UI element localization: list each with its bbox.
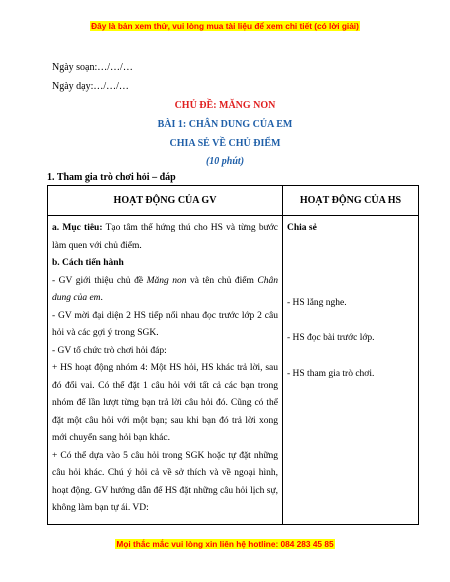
hotline-text: Mọi thắc mắc vui lòng xin liên hệ hotline: 084 283 45 85 xyxy=(116,539,334,549)
top-banner xyxy=(0,21,450,31)
ngay-day: Ngày dạy:…/…/… xyxy=(52,81,129,92)
hs-response-1: - HS lắng nghe. xyxy=(287,297,347,308)
chu-diem-subtitle: CHIA SẺ VỀ CHỦ ĐIỂM xyxy=(169,138,281,149)
muc-tieu-label: a. Mục tiêu: xyxy=(52,223,103,233)
gv-step-1-a: - GV giới thiệu chủ đề xyxy=(52,275,147,286)
chu-de-title: CHỦ ĐỀ: MĂNG NON xyxy=(174,100,276,111)
header-hs: HOẠT ĐỘNG CỦA HS xyxy=(283,186,419,216)
gv-step-1-c: và tên chủ điểm xyxy=(186,275,258,286)
table-header-row xyxy=(48,186,419,216)
gv-step-2: - GV mời đại diện 2 HS tiếp nối nhau đọc trước lớp 2 câu hỏi và các gợi ý trong SGK. xyxy=(52,310,278,338)
activities-table xyxy=(47,185,419,525)
bai-title: BÀI 1: CHÂN DUNG CỦA EM xyxy=(157,119,293,130)
hs-response-2: - HS đọc bài trước lớp. xyxy=(287,333,375,343)
section-heading: 1. Tham gia trò chơi hỏi – đáp xyxy=(47,172,176,183)
cach-tien-hanh: b. Cách tiến hành xyxy=(52,258,124,268)
gv-step-1 xyxy=(52,273,278,308)
header-gv: HOẠT ĐỘNG CỦA GV xyxy=(48,186,283,216)
top-banner-text: Đây là bản xem thử, vui lòng mua tài liệu để xem chi tiết (có lời giải) xyxy=(91,21,359,31)
bottom-banner xyxy=(0,539,450,549)
gv-step-1-theme: Chân dung của em xyxy=(52,275,278,303)
gv-step-5: + Có thể dựa vào 5 câu hỏi trong SGK hoặc tự đặt những câu hỏi khác. Chú ý hỏi cả về sở thích và về ngoại hình, hoạt động. GV hướng dẫn để HS đặt những câu hỏi lịch sự, không làm bạn tự ái. VD: xyxy=(52,450,278,513)
chia-se-label: Chia sẻ xyxy=(287,223,317,233)
gv-step-3: - GV tổ chức trò chơi hỏi đáp: xyxy=(52,345,167,356)
gv-cell xyxy=(48,216,283,525)
gv-step-4: + HS hoạt động nhóm 4: Một HS hỏi, HS khác trả lời, sau đó đổi vai. Có thể đặt 1 câu hỏi với tất cả các bạn trong nhóm để lần lượt từng bạn trả lời câu hỏi đó. Cũng có thể đặt một câu hỏi với một bạn; sau khi bạn đó trả lời xong mới chuyển sang hỏi bạn khác. xyxy=(52,363,278,443)
duration-label: (10 phút) xyxy=(205,156,245,167)
gv-step-1-e: . xyxy=(100,293,103,303)
table-row xyxy=(48,216,419,525)
hs-cell xyxy=(283,216,419,525)
ngay-soan: Ngày soạn:…/…/… xyxy=(52,62,133,73)
muc-tieu-text: Tạo tâm thế hứng thú cho HS và từng bước làm quen với chủ điểm. xyxy=(52,223,278,251)
gv-step-1-topic: Măng non xyxy=(146,275,187,286)
muc-tieu xyxy=(52,220,278,255)
hs-response-3: - HS tham gia trò chơi. xyxy=(287,368,375,379)
